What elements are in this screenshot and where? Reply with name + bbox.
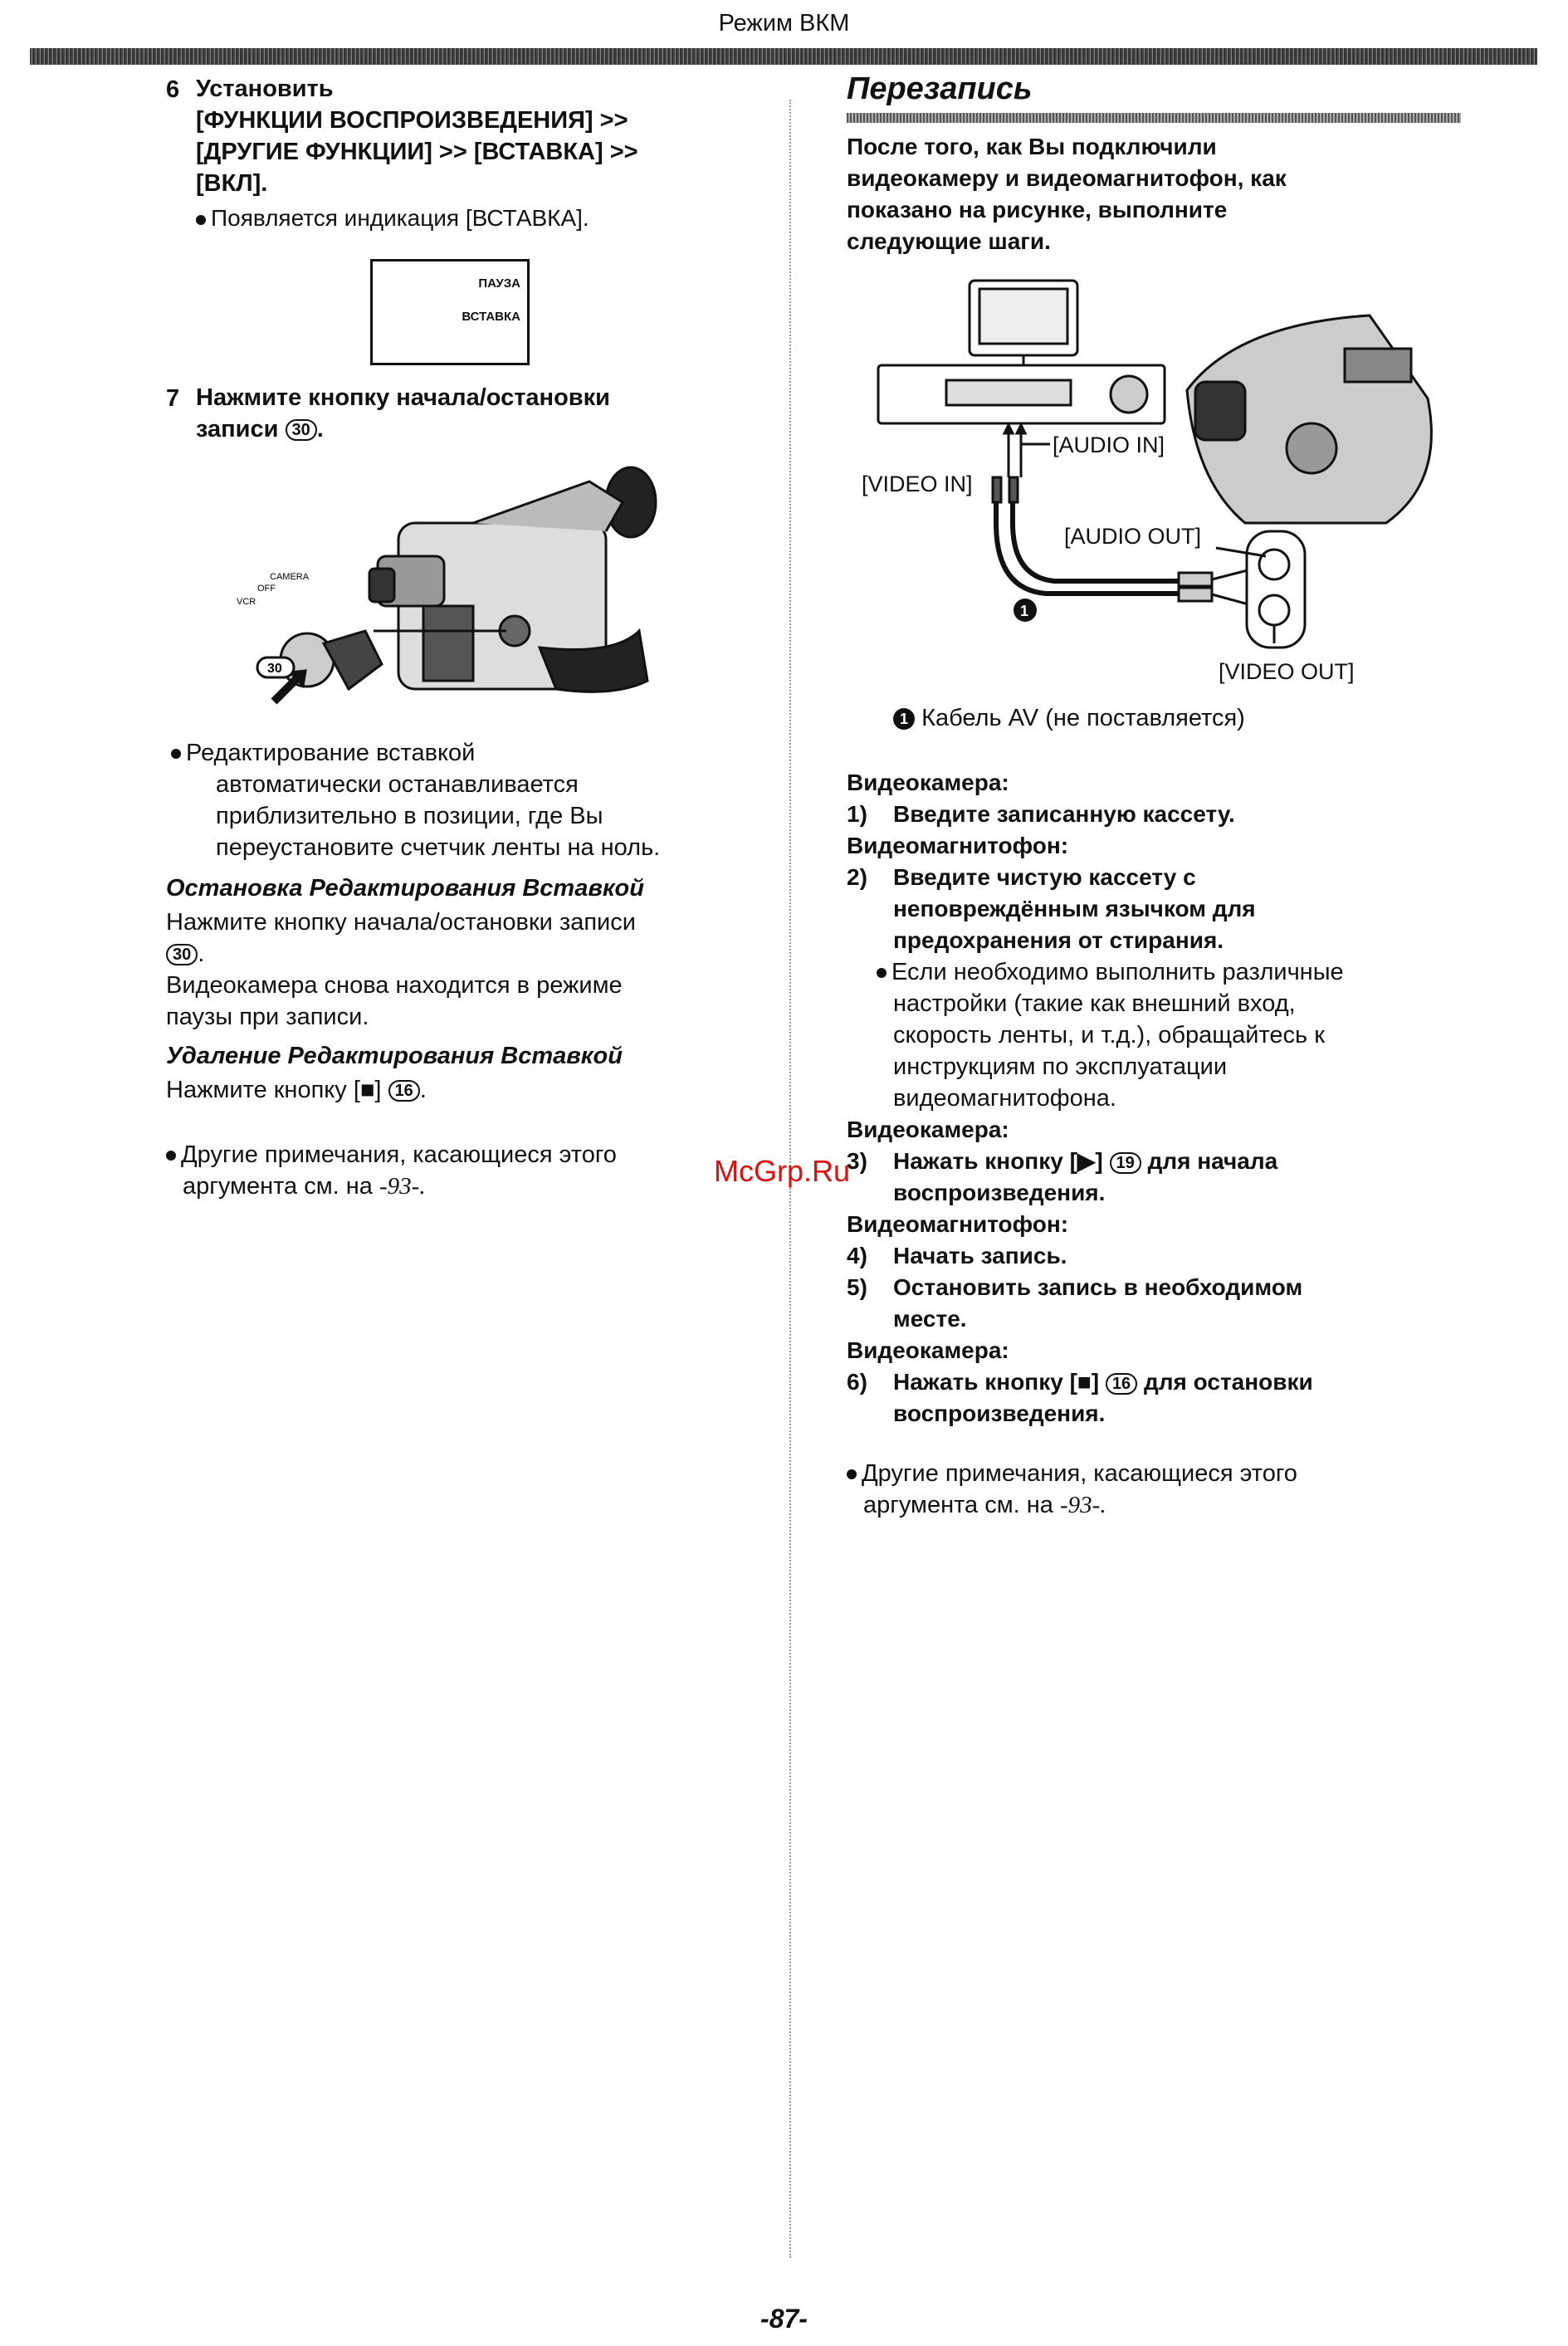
step-2-note-line3: скорость ленты, и т.д.), обращайтесь к [893,1022,1325,1048]
step-1-number: 1) [847,801,867,827]
intro-line2: видеокамеру и видеомагнитофон, как [847,165,1287,191]
section-title: Перезапись [847,71,1033,106]
bullet-icon [877,968,887,978]
step-1-text: Введите записанную кассету. [893,801,1235,827]
step-5-number: 5) [847,1274,867,1300]
stop-section-line1: Нажмите кнопку начала/остановки записи [166,909,636,936]
step-2-number: 2) [847,864,867,890]
cable-caption [893,702,1245,734]
step-6r-number: 6) [847,1369,867,1395]
note1-line3: приблизительно в позиции, где Вы [216,803,603,829]
bullet-icon [166,1151,176,1161]
left-other-notes-line1-text: Другие примечания, касающиеся этого [181,1141,617,1168]
left-other-notes-line2-text: аргумента см. на [183,1173,373,1200]
step-4-text: Начать запись. [893,1243,1067,1268]
step-6-number: 6 [166,76,180,103]
insert-display-box [370,259,530,365]
right-other-notes-line1 [847,1458,1297,1489]
step-3-line1 [893,1146,1277,1176]
note1-line1 [171,737,475,769]
step-6r-text-a: Нажать кнопку [■] [893,1369,1100,1395]
step-7-line2-text: записи [196,416,279,442]
step-7-number: 7 [166,385,180,412]
step-3-text-a: Нажать кнопку [▶] [893,1148,1103,1174]
delete-section-line1: Нажмите кнопку [■] 16 . [166,1077,427,1103]
display-pause-label: ПАУЗА [478,276,520,291]
ref-30-icon: 30 [286,419,317,441]
head-camcorder-1: Видеокамера: [847,770,1009,795]
left-other-notes-line1 [166,1139,617,1171]
section-title-bar [847,113,1461,123]
head-vcr-2: Видеомагнитофон: [847,1211,1069,1237]
cable-caption-text: Кабель AV (не поставляется) [921,705,1245,731]
step-3-number: 3) [847,1148,867,1174]
intro-line1: После того, как Вы подключили [847,134,1217,159]
step-2-line2: неповреждённым язычком для [893,896,1256,921]
page-number: -87- [760,2304,808,2334]
camera-illustration [224,465,672,731]
stop-section-ref: 30 . [166,938,204,970]
delete-section-title: Удаление Редактирования Вставкой [166,1043,623,1069]
audio-in-label: [AUDIO IN] [1053,433,1165,457]
step-3-line2: воспроизведения. [893,1180,1106,1205]
ref-16-icon: 16 [1106,1373,1137,1395]
step-2-note-line5: видеомагнитофона. [893,1085,1116,1112]
step-4-number: 4) [847,1243,867,1268]
intro-line4: следующие шаги. [847,228,1051,254]
step-6-line2: [ФУНКЦИИ ВОСПРОИЗВЕДЕНИЯ] >> [196,107,628,134]
step-2-note-line2: настройки (такие как внешний вход, [893,990,1296,1017]
right-other-notes-line2 [863,1489,1106,1521]
step-5-line2: месте. [893,1306,967,1332]
note1-line1-text: Редактирование вставкой [186,740,476,766]
left-other-notes-line2 [183,1171,426,1202]
stop-section-line2: Видеокамера снова находится в режиме [166,972,623,999]
watermark: McGrp.Ru [714,1154,851,1188]
cable-marker-number: 1 [1020,603,1029,619]
audio-out-label: [AUDIO OUT] [1064,524,1202,549]
video-out-label: [VIDEO OUT] [1219,659,1355,684]
video-in-label: [VIDEO IN] [862,472,973,496]
mode-off-label: OFF [257,584,276,594]
step-2-line1: Введите чистую кассету с [893,864,1196,890]
step-6-bullet-text: Появляется индикация [ВСТАВКА]. [211,205,589,231]
note1-line2: автоматически останавливается [216,771,579,798]
head-camcorder-3: Видеокамера: [847,1337,1009,1363]
bullet-icon [847,1469,857,1479]
step-6r-line2: воспроизведения. [893,1400,1106,1426]
step-2-line3: предохранения от стирания. [893,927,1224,953]
step-3-text-b: для начала [1147,1148,1278,1174]
cable-marker-icon: 1 [893,708,915,730]
ref-30-label: 30 [267,662,282,676]
bullet-icon [196,215,206,225]
display-insert-label: ВСТАВКА [462,310,520,324]
step-6-line3: [ДРУГИЕ ФУНКЦИИ] >> [ВСТАВКА] >> [196,139,638,165]
step-6r-line1 [893,1366,1313,1397]
ref-19-icon: 19 [1110,1152,1141,1174]
step-2-note-line1-text: Если необходимо выполнить различные [891,959,1344,985]
stop-section-title: Остановка Редактирования Вставкой [166,875,644,902]
right-page-ref: -93-. [1060,1492,1106,1518]
step-2-note-line1 [877,956,1344,988]
stop-section-line3: паузы при записи. [166,1004,369,1030]
note1-line4: переустановите счетчик ленты на ноль. [216,834,661,861]
step-7-line1: Нажмите кнопку начала/остановки [196,384,610,411]
mode-vcr-label: VCR [237,597,256,607]
ref-16-icon: 16 [388,1080,420,1102]
intro-line3: показано на рисунке, выполните [847,197,1228,222]
mode-camera-label: CAMERA [270,572,310,582]
ref-30-icon: 30 [166,944,198,965]
delete-section-line1-text: Нажмите кнопку [■] [166,1077,382,1103]
step-7-line2: записи 30 . [196,416,324,442]
header-bar [30,48,1537,65]
connection-diagram [847,274,1536,697]
right-other-notes-line2-text: аргумента см. на [863,1492,1053,1518]
step-2-note-line4: инструкциям по эксплуатации [893,1053,1228,1080]
page-header-title: Режим ВКМ [718,10,850,37]
step-6-bullet [196,203,589,233]
step-6r-text-b: для остановки [1143,1369,1313,1395]
step-6-line1: Установить [196,76,334,102]
head-camcorder-2: Видеокамера: [847,1117,1009,1142]
step-6-line4: [ВКЛ]. [196,170,268,197]
bullet-icon [171,749,181,759]
step-5-line1: Остановить запись в необходимом [893,1274,1303,1300]
right-other-notes-line1-text: Другие примечания, касающиеся этого [862,1460,1297,1487]
left-page-ref: -93-. [379,1173,426,1200]
head-vcr-1: Видеомагнитофон: [847,833,1069,858]
